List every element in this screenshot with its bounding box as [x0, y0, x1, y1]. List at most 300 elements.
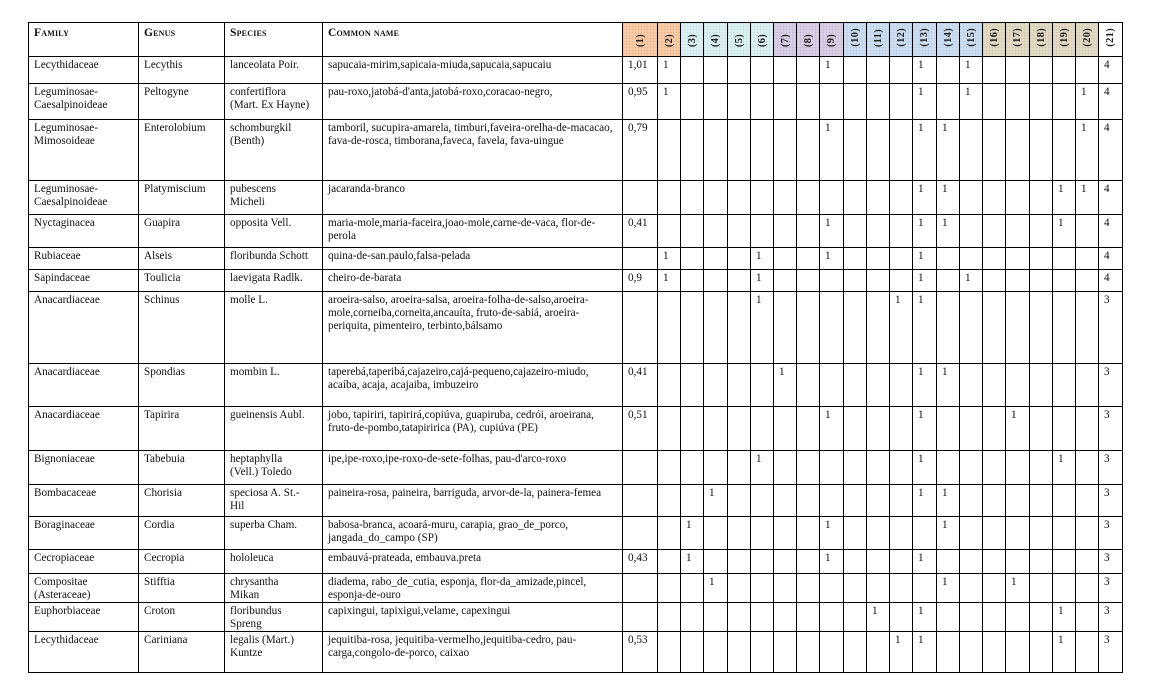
cell-col-3	[681, 364, 704, 407]
cell-col-3	[681, 270, 704, 292]
cell-species: floribundus Spreng	[225, 603, 323, 632]
cell-col-17	[1006, 364, 1030, 407]
cell-col-2	[658, 603, 681, 632]
cell-col-5	[728, 485, 751, 517]
cell-col-14: 1	[937, 364, 960, 407]
cell-col-16	[983, 550, 1006, 574]
cell-col-18	[1030, 292, 1053, 364]
cell-col-9	[820, 84, 844, 120]
cell-col-16	[983, 603, 1006, 632]
cell-col-10	[844, 120, 867, 181]
cell-genus: Platymiscium	[139, 181, 225, 215]
cell-col-6	[751, 550, 774, 574]
cell-col-4	[704, 364, 728, 407]
cell-genus: Croton	[139, 603, 225, 632]
cell-col-16	[983, 248, 1006, 270]
header-col-label: (7)	[779, 33, 791, 47]
cell-col-21-total: 4	[1099, 120, 1123, 181]
cell-col-1	[623, 574, 658, 603]
cell-col-1: 0,51	[623, 407, 658, 451]
cell-col-12: 1	[890, 632, 913, 673]
header-col-9	[820, 23, 844, 57]
cell-col-18	[1030, 84, 1053, 120]
cell-col-21-total: 3	[1099, 292, 1123, 364]
cell-col-17	[1006, 292, 1030, 364]
cell-col-16	[983, 181, 1006, 215]
cell-col-14	[937, 292, 960, 364]
cell-col-16	[983, 84, 1006, 120]
header-col-label: (18)	[1035, 28, 1047, 47]
cell-col-11: 1	[867, 603, 890, 632]
cell-col-21-total: 4	[1099, 248, 1123, 270]
cell-col-6: 1	[751, 270, 774, 292]
cell-col-18	[1030, 364, 1053, 407]
cell-col-18	[1030, 215, 1053, 248]
cell-col-2: 1	[658, 57, 681, 84]
cell-genus: Schinus	[139, 292, 225, 364]
cell-col-6	[751, 574, 774, 603]
cell-col-7	[774, 517, 797, 550]
cell-col-10	[844, 181, 867, 215]
table-row	[29, 292, 1123, 364]
cell-col-18	[1030, 485, 1053, 517]
cell-family: Anacardiaceae	[29, 364, 139, 407]
cell-col-17	[1006, 550, 1030, 574]
cell-col-17	[1006, 451, 1030, 485]
header-col-11	[867, 23, 890, 57]
cell-col-15	[960, 364, 983, 407]
cell-species: chrysantha Mikan	[225, 574, 323, 603]
header-col-label: (14)	[942, 28, 954, 47]
cell-col-11	[867, 485, 890, 517]
cell-col-10	[844, 215, 867, 248]
header-col-label: (1)	[634, 33, 646, 47]
cell-col-18	[1030, 550, 1053, 574]
cell-col-19	[1053, 517, 1076, 550]
cell-col-10	[844, 248, 867, 270]
table-row	[29, 603, 1123, 632]
cell-col-7	[774, 407, 797, 451]
cell-col-1: 0,53	[623, 632, 658, 673]
header-col-7	[774, 23, 797, 57]
cell-col-17	[1006, 632, 1030, 673]
cell-col-2	[658, 451, 681, 485]
cell-col-17	[1006, 485, 1030, 517]
cell-col-13: 1	[913, 632, 937, 673]
cell-col-12	[890, 84, 913, 120]
cell-col-4: 1	[704, 485, 728, 517]
cell-col-14	[937, 632, 960, 673]
cell-col-6	[751, 603, 774, 632]
cell-col-16	[983, 292, 1006, 364]
cell-family: Compositae (Asteraceae)	[29, 574, 139, 603]
cell-col-13: 1	[913, 485, 937, 517]
cell-col-20	[1076, 364, 1099, 407]
cell-col-2	[658, 181, 681, 215]
cell-family: Bombacaceae	[29, 485, 139, 517]
cell-common-name: babosa-branca, acoará-muru, carapia, grao_de_porco, jangada_do_campo (SP)	[323, 517, 623, 550]
cell-col-18	[1030, 451, 1053, 485]
cell-col-13: 1	[913, 120, 937, 181]
cell-col-9: 1	[820, 57, 844, 84]
header-genus: Genus	[139, 23, 225, 57]
cell-col-16	[983, 517, 1006, 550]
cell-col-8	[797, 364, 820, 407]
cell-genus: Tapirira	[139, 407, 225, 451]
cell-col-5	[728, 84, 751, 120]
cell-col-12	[890, 215, 913, 248]
cell-family: Boraginaceae	[29, 517, 139, 550]
cell-col-13	[913, 574, 937, 603]
cell-col-2: 1	[658, 248, 681, 270]
cell-col-14	[937, 550, 960, 574]
cell-species: heptaphylla (Vell.) Toledo	[225, 451, 323, 485]
cell-col-20	[1076, 550, 1099, 574]
cell-common-name: quina-de-san.paulo,falsa-pelada	[323, 248, 623, 270]
header-col-label: (17)	[1012, 28, 1023, 47]
cell-col-19	[1053, 364, 1076, 407]
cell-family: Leguminosae- Caesalpinoideae	[29, 84, 139, 120]
cell-col-17	[1006, 120, 1030, 181]
header-col-16	[983, 23, 1006, 57]
cell-col-11	[867, 215, 890, 248]
cell-col-13: 1	[913, 364, 937, 407]
cell-col-5	[728, 215, 751, 248]
cell-species: legalis (Mart.) Kuntze	[225, 632, 323, 673]
cell-common-name: embauvá-prateada, embauva.preta	[323, 550, 623, 574]
cell-col-10	[844, 632, 867, 673]
cell-col-12	[890, 485, 913, 517]
cell-common-name: capixingui, tapixigui,velame, capexingui	[323, 603, 623, 632]
cell-col-14	[937, 451, 960, 485]
cell-genus: Alseis	[139, 248, 225, 270]
cell-col-1: 1,01	[623, 57, 658, 84]
cell-common-name: tamboril, sucupira-amarela, timburi,faveira-orelha-de-macacao, fava-de-rosca, timborana,faveca, favela, fava-uingue	[323, 120, 623, 181]
table-row	[29, 364, 1123, 407]
cell-col-17: 1	[1006, 407, 1030, 451]
cell-col-12	[890, 57, 913, 84]
cell-col-21-total: 4	[1099, 215, 1123, 248]
cell-col-9: 1	[820, 215, 844, 248]
cell-col-3	[681, 574, 704, 603]
cell-col-14	[937, 270, 960, 292]
cell-col-3	[681, 485, 704, 517]
cell-col-2: 1	[658, 84, 681, 120]
cell-col-10	[844, 57, 867, 84]
cell-col-1: 0,9	[623, 270, 658, 292]
cell-col-5	[728, 181, 751, 215]
cell-col-21-total: 4	[1099, 57, 1123, 84]
header-col-label: (2)	[663, 33, 675, 47]
cell-col-18	[1030, 120, 1053, 181]
cell-genus: Stifftia	[139, 574, 225, 603]
header-col-label: (8)	[802, 33, 814, 47]
cell-col-15: 1	[960, 57, 983, 84]
cell-genus: Cecropia	[139, 550, 225, 574]
header-col-13	[913, 23, 937, 57]
header-col-15	[960, 23, 983, 57]
cell-species: laevigata Radlk.	[225, 270, 323, 292]
cell-col-20: 1	[1076, 120, 1099, 181]
cell-col-12	[890, 603, 913, 632]
header-common-name: Common name	[323, 23, 623, 57]
cell-col-14	[937, 57, 960, 84]
cell-col-17	[1006, 517, 1030, 550]
cell-col-4	[704, 270, 728, 292]
cell-species: gueinensis Aubl.	[225, 407, 323, 451]
cell-col-8	[797, 603, 820, 632]
header-col-label: (10)	[849, 28, 861, 47]
header-col-label: (11)	[872, 28, 884, 47]
cell-col-21-total: 3	[1099, 550, 1123, 574]
cell-col-13: 1	[913, 248, 937, 270]
header-col-5	[728, 23, 751, 57]
cell-col-18	[1030, 517, 1053, 550]
cell-common-name: aroeira-salso, aroeira-salsa, aroeira-folha-de-salso,aroeira-mole,corneiba,corneita,ancauíta, fruto-de-sabiá, aroeira-periquita, pimenteiro, terbinto,bálsamo	[323, 292, 623, 364]
cell-col-11	[867, 451, 890, 485]
cell-col-15	[960, 451, 983, 485]
cell-species: superba Cham.	[225, 517, 323, 550]
cell-col-13: 1	[913, 215, 937, 248]
cell-col-7	[774, 603, 797, 632]
cell-col-19: 1	[1053, 632, 1076, 673]
cell-col-2	[658, 517, 681, 550]
table-row	[29, 120, 1123, 181]
table-row	[29, 57, 1123, 84]
cell-col-1	[623, 248, 658, 270]
header-col-21	[1099, 23, 1123, 57]
cell-col-2	[658, 120, 681, 181]
cell-col-6	[751, 485, 774, 517]
cell-col-9	[820, 603, 844, 632]
header-col-18	[1030, 23, 1053, 57]
cell-col-10	[844, 451, 867, 485]
cell-col-9: 1	[820, 248, 844, 270]
cell-species: lanceolata Poir.	[225, 57, 323, 84]
cell-col-21-total: 3	[1099, 364, 1123, 407]
cell-col-10	[844, 603, 867, 632]
cell-col-1: 0,95	[623, 84, 658, 120]
cell-col-12: 1	[890, 292, 913, 364]
cell-col-7	[774, 248, 797, 270]
table-row	[29, 248, 1123, 270]
cell-col-12	[890, 517, 913, 550]
cell-col-8	[797, 632, 820, 673]
cell-col-3	[681, 84, 704, 120]
header-family: Family	[29, 23, 139, 57]
species-table	[28, 22, 1123, 673]
cell-col-11	[867, 292, 890, 364]
header-col-label: (16)	[988, 28, 1000, 47]
table-row	[29, 485, 1123, 517]
cell-col-4	[704, 84, 728, 120]
cell-col-2	[658, 215, 681, 248]
cell-col-16	[983, 407, 1006, 451]
header-col-8	[797, 23, 820, 57]
cell-col-2	[658, 632, 681, 673]
cell-family: Rubiaceae	[29, 248, 139, 270]
table-row	[29, 84, 1123, 120]
cell-common-name: maria-mole,maria-faceira,joao-mole,carne-de-vaca, flor-de-perola	[323, 215, 623, 248]
cell-col-14	[937, 603, 960, 632]
cell-common-name: ipe,ipe-roxo,ipe-roxo-de-sete-folhas, pau-d'arco-roxo	[323, 451, 623, 485]
cell-col-4	[704, 248, 728, 270]
header-col-2	[658, 23, 681, 57]
cell-col-8	[797, 248, 820, 270]
cell-col-15	[960, 181, 983, 215]
cell-genus: Cordia	[139, 517, 225, 550]
cell-col-19	[1053, 485, 1076, 517]
cell-genus: Enterolobium	[139, 120, 225, 181]
cell-col-20	[1076, 270, 1099, 292]
table-row	[29, 517, 1123, 550]
cell-col-16	[983, 215, 1006, 248]
cell-col-1	[623, 485, 658, 517]
cell-col-14: 1	[937, 215, 960, 248]
cell-col-16	[983, 57, 1006, 84]
cell-col-3	[681, 57, 704, 84]
cell-col-6	[751, 181, 774, 215]
header-col-20	[1076, 23, 1099, 57]
cell-col-7	[774, 84, 797, 120]
table-row	[29, 451, 1123, 485]
cell-col-14	[937, 248, 960, 270]
cell-col-5	[728, 550, 751, 574]
cell-species: mombin L.	[225, 364, 323, 407]
cell-col-5	[728, 248, 751, 270]
cell-col-6	[751, 57, 774, 84]
cell-col-10	[844, 292, 867, 364]
cell-col-5	[728, 57, 751, 84]
cell-col-9: 1	[820, 550, 844, 574]
header-col-6	[751, 23, 774, 57]
header-species: Species	[225, 23, 323, 57]
cell-col-14	[937, 407, 960, 451]
cell-genus: Spondias	[139, 364, 225, 407]
cell-col-6: 1	[751, 451, 774, 485]
cell-col-12	[890, 451, 913, 485]
cell-common-name: jequitiba-rosa, jequitiba-vermelho,jequitiba-cedro, pau-carga,congolo-de-porco, caixao	[323, 632, 623, 673]
cell-col-15	[960, 550, 983, 574]
cell-col-10	[844, 84, 867, 120]
cell-col-15	[960, 120, 983, 181]
cell-genus: Chorisia	[139, 485, 225, 517]
cell-col-12	[890, 550, 913, 574]
cell-col-4	[704, 292, 728, 364]
cell-col-18	[1030, 407, 1053, 451]
cell-col-18	[1030, 248, 1053, 270]
cell-family: Sapindaceae	[29, 270, 139, 292]
cell-genus: Lecythis	[139, 57, 225, 84]
cell-col-5	[728, 574, 751, 603]
cell-species: schomburgkil (Benth)	[225, 120, 323, 181]
cell-col-15	[960, 603, 983, 632]
cell-common-name: diadema, rabo_de_cutia, esponja, flor-da_amizade,pincel, esponja-de-ouro	[323, 574, 623, 603]
cell-col-1: 0,41	[623, 215, 658, 248]
cell-col-4	[704, 407, 728, 451]
cell-col-19	[1053, 84, 1076, 120]
cell-col-19	[1053, 292, 1076, 364]
cell-col-21-total: 3	[1099, 517, 1123, 550]
cell-col-17	[1006, 84, 1030, 120]
cell-col-9	[820, 270, 844, 292]
cell-species: pubescens Micheli	[225, 181, 323, 215]
cell-col-3	[681, 248, 704, 270]
cell-col-15	[960, 485, 983, 517]
header-col-label: (15)	[965, 28, 977, 47]
cell-col-7	[774, 292, 797, 364]
cell-col-5	[728, 364, 751, 407]
cell-col-7	[774, 120, 797, 181]
cell-col-7	[774, 181, 797, 215]
cell-col-20	[1076, 292, 1099, 364]
header-col-label: (19)	[1058, 28, 1070, 47]
header-col-12	[890, 23, 913, 57]
cell-col-1	[623, 181, 658, 215]
cell-col-20	[1076, 632, 1099, 673]
table-body	[29, 57, 1123, 673]
cell-col-13: 1	[913, 550, 937, 574]
header-col-19	[1053, 23, 1076, 57]
cell-col-9	[820, 485, 844, 517]
cell-col-14: 1	[937, 120, 960, 181]
cell-col-16	[983, 451, 1006, 485]
cell-col-4	[704, 215, 728, 248]
cell-col-9	[820, 181, 844, 215]
cell-col-11	[867, 550, 890, 574]
cell-col-9	[820, 574, 844, 603]
cell-col-12	[890, 270, 913, 292]
cell-col-3	[681, 603, 704, 632]
cell-species: confertiflora (Mart. Ex Hayne)	[225, 84, 323, 120]
cell-col-13: 1	[913, 57, 937, 84]
cell-col-5	[728, 517, 751, 550]
cell-col-8	[797, 57, 820, 84]
cell-family: Leguminosae- Caesalpinoideae	[29, 181, 139, 215]
header-col-label: (5)	[733, 33, 745, 47]
cell-col-5	[728, 407, 751, 451]
cell-col-4	[704, 517, 728, 550]
cell-col-16	[983, 485, 1006, 517]
cell-col-2: 1	[658, 270, 681, 292]
cell-col-9: 1	[820, 120, 844, 181]
cell-col-8	[797, 485, 820, 517]
cell-col-16	[983, 270, 1006, 292]
cell-col-1	[623, 517, 658, 550]
cell-col-12	[890, 120, 913, 181]
cell-col-3	[681, 451, 704, 485]
cell-col-21-total: 3	[1099, 603, 1123, 632]
cell-family: Anacardiaceae	[29, 292, 139, 364]
cell-col-1	[623, 292, 658, 364]
cell-col-7	[774, 574, 797, 603]
cell-col-20	[1076, 57, 1099, 84]
cell-col-10	[844, 407, 867, 451]
cell-col-10	[844, 574, 867, 603]
cell-col-17	[1006, 57, 1030, 84]
cell-col-20	[1076, 603, 1099, 632]
cell-col-17	[1006, 181, 1030, 215]
cell-col-7	[774, 485, 797, 517]
header-col-label: (6)	[756, 33, 768, 47]
cell-col-20	[1076, 451, 1099, 485]
cell-col-1	[623, 603, 658, 632]
header-col-14	[937, 23, 960, 57]
cell-col-3	[681, 181, 704, 215]
cell-col-3	[681, 215, 704, 248]
cell-col-7	[774, 632, 797, 673]
cell-col-4	[704, 57, 728, 84]
